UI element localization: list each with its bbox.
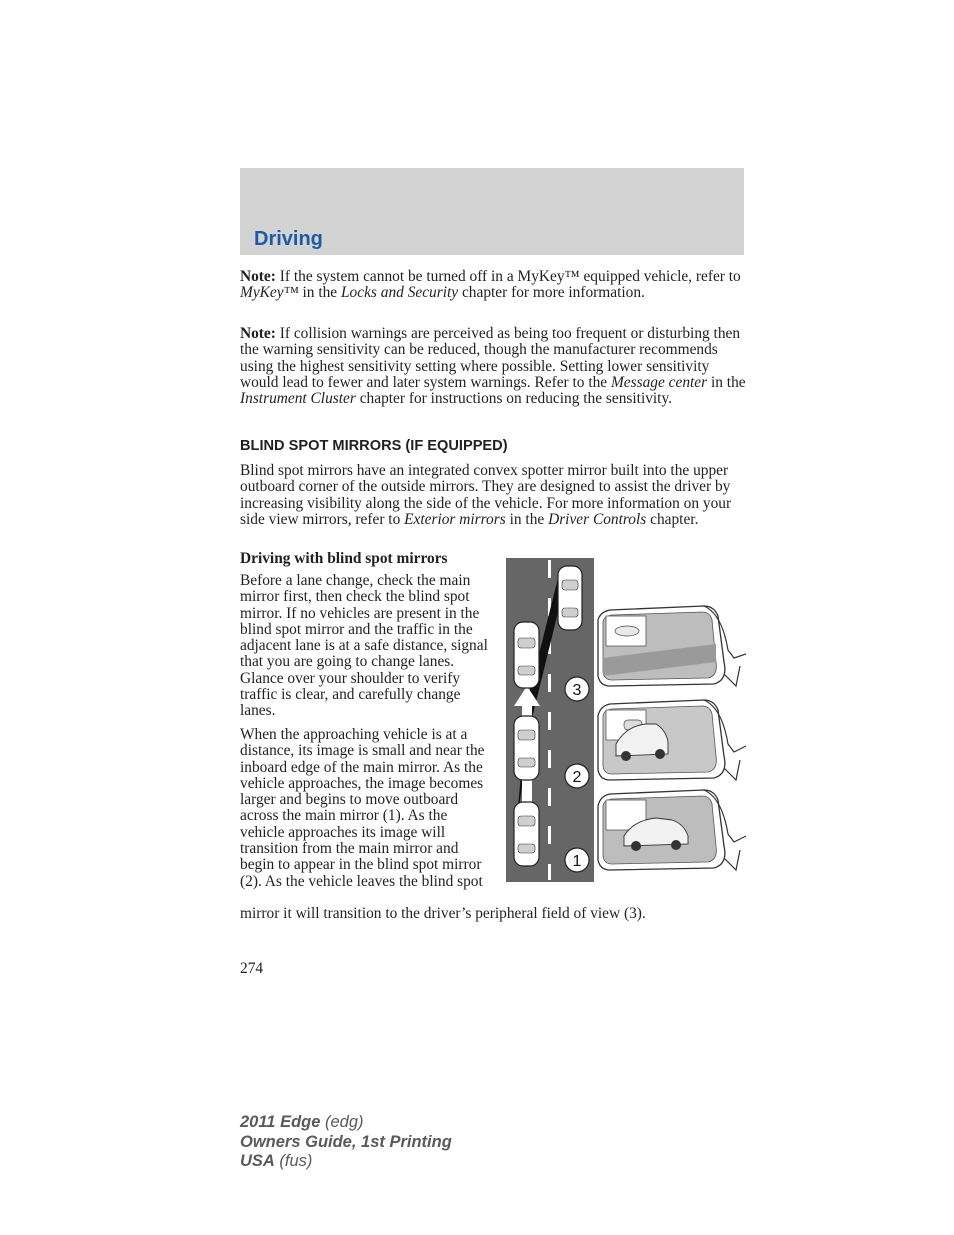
car-icon [558, 566, 582, 630]
page-number: 274 [240, 960, 264, 977]
callout-1 [565, 848, 589, 872]
body-paragraph-2: When the approaching vehicle is at a distance, its image is small and near the inboard edge of the main mirror. As the vehicle approaches, the image becomes larger and begins to move outboard across the main mirror (1). As the vehicle approaches its image will transition from the main mirror and begin to appear in the blind spot mirror (2). As the vehicle leaves the blind spot [240, 726, 485, 890]
note-paragraph-2: Note: If collision warnings are perceived as being too frequent or disturbing then the warning sensitivity can be reduced, though the manufacturer recommends using the highest sensitivity setting where possible. Setting lower sensitivity would lead to fewer and later system warnings. Refer to the Message center in the Instrument Cluster chapter for instructions on reducing the sensitivity. [240, 325, 746, 408]
note-paragraph-1: Note: If the system cannot be turned off in a MyKey™ equipped vehicle, refer to MyKey™ in the Locks and Security chapter for more information. [240, 268, 741, 302]
body-paragraph-2-continued: mirror it will transition to the driver’s peripheral field of view (3). [240, 905, 646, 922]
callout-3 [565, 677, 589, 701]
callout-2 [565, 764, 589, 788]
subheading: Driving with blind spot mirrors [240, 550, 448, 567]
note-label: Note: [240, 325, 276, 342]
chapter-title: Driving [254, 228, 323, 250]
side-mirror-1 [598, 790, 746, 870]
side-mirror-3 [598, 606, 746, 686]
document-footer [240, 1113, 452, 1172]
footer-line-1: 2011 Edge (edg) [240, 1113, 364, 1131]
callout-label: 1 [572, 853, 582, 870]
cross-reference: Message center [610, 373, 708, 391]
body-paragraph-1: Before a lane change, check the main mirror first, then check the blind spot mirror. If no vehicles are present in the blind spot mirror and the traffic in the adjacent lane is at a safe distance, signal that you are going to change lanes. Glance over your shoulder to verify traffic is clear, and carefully change lanes. [240, 572, 488, 720]
callout-label: 2 [572, 769, 582, 786]
cross-reference: Instrument Cluster [240, 390, 356, 408]
blind-spot-mirror-illustration [506, 558, 746, 884]
cross-reference: Exterior mirrors [404, 510, 506, 528]
section-heading: BLIND SPOT MIRRORS (IF EQUIPPED) [240, 438, 508, 454]
footer-line-3: USA (fus) [240, 1152, 313, 1170]
note-label: Note: [240, 268, 276, 285]
callout-label: 3 [572, 682, 582, 699]
intro-paragraph: Blind spot mirrors have an integrated convex spotter mirror built into the upper outboard corner of the outside mirrors. They are designed to assist the driver by increasing visibility along the side of the vehicle. For more information on your side view mirrors, refer to Exterior mirrors in the Driver Controls chapter. [240, 462, 732, 528]
car-icon [514, 802, 539, 866]
chapter-header [240, 168, 744, 255]
car-icon [514, 716, 539, 780]
cross-reference: Driver Controls [548, 510, 647, 528]
side-mirror-2 [598, 700, 746, 780]
cross-reference: MyKey™ [240, 284, 299, 302]
cross-reference: Locks and Security [341, 284, 459, 302]
car-icon [514, 622, 539, 688]
footer-line-2: Owners Guide, 1st Printing [240, 1132, 452, 1151]
